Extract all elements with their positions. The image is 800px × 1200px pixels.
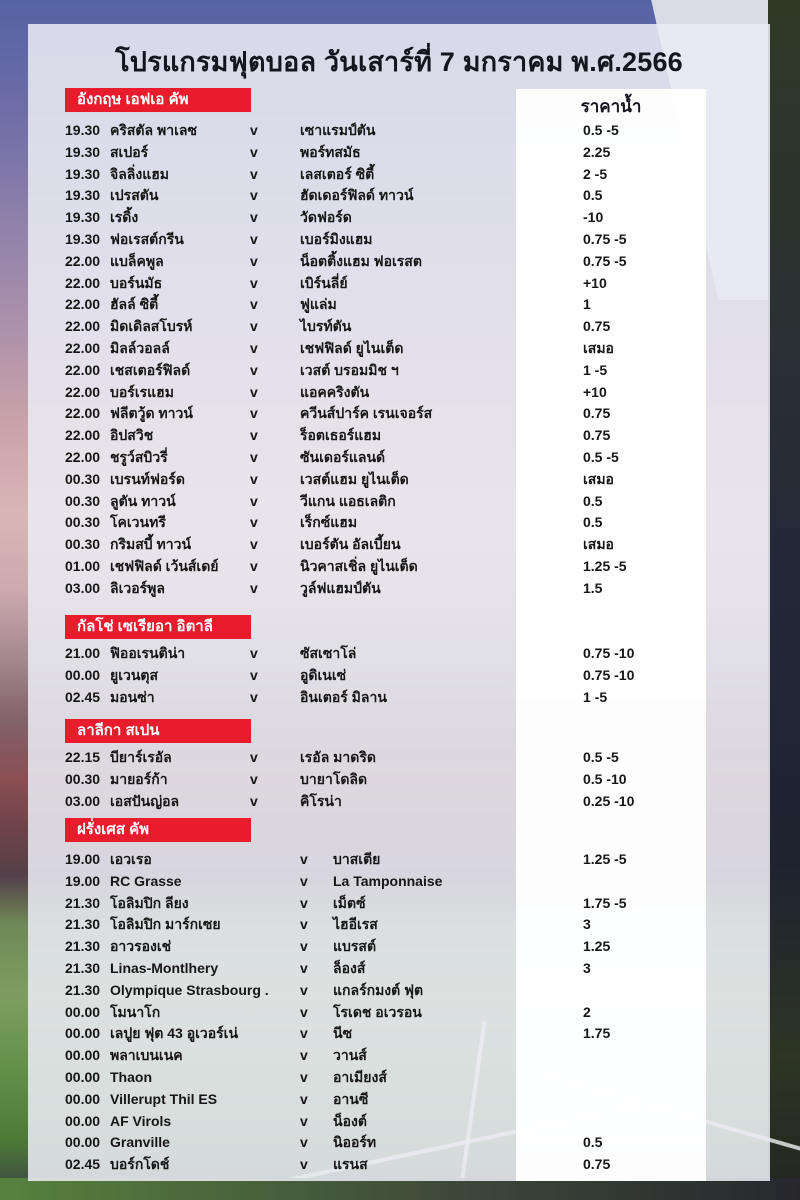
odds-value: 0.5 -10	[583, 770, 627, 787]
match-time: 21.30	[65, 960, 101, 976]
away-team: นิวคาสเชิ่ล ยูไนเต็ด	[300, 558, 418, 574]
odds-value: 1.75	[583, 1025, 611, 1042]
odds-value: 0.75 -5	[583, 252, 627, 269]
match-row	[0, 686, 800, 708]
away-team: เรอัล มาดริด	[300, 749, 376, 765]
match-row	[0, 490, 800, 512]
vs-label: v	[250, 361, 258, 378]
match-row	[0, 250, 800, 272]
away-team: ฟูแล่ม	[300, 296, 337, 313]
match-row	[0, 935, 800, 957]
vs-label: v	[300, 851, 308, 867]
match-row	[0, 664, 800, 686]
match-time: 19.30	[65, 122, 101, 138]
odds-value: 0.75	[583, 318, 611, 335]
home-team: แบล็คพูล	[110, 252, 164, 269]
match-row	[0, 1022, 800, 1044]
vs-label: v	[250, 514, 258, 531]
vs-label: v	[250, 122, 258, 138]
home-team: มิลล์วอลล์	[110, 340, 170, 356]
away-team: เลสเตอร์ ซิตี้	[300, 165, 375, 182]
home-team: กริมสบี้ ทาวน์	[110, 536, 192, 553]
away-team: ร็อตเธอร์แฮม	[300, 427, 382, 444]
home-team: ฟลีตวู้ด ทาวน์	[110, 405, 193, 422]
odds-value: 0.5	[583, 514, 603, 531]
match-row	[0, 768, 800, 790]
away-team: วีแกน แอธเลติก	[300, 492, 396, 509]
match-row	[0, 1110, 800, 1132]
match-time: 19.30	[65, 187, 101, 204]
match-row	[0, 402, 800, 424]
league-header: ลาลีกา สเปน	[65, 719, 251, 743]
home-team: โอลิมปิก มาร์กเซย	[110, 916, 221, 933]
away-team: La Tamponnaise	[333, 872, 443, 889]
page-title: โปรแกรมฟุตบอล วันเสาร์ที่ 7 มกราคม พ.ศ.2566	[115, 47, 683, 77]
odds-value: 1.25	[583, 938, 611, 955]
match-row	[0, 468, 800, 490]
match-row	[0, 1044, 800, 1066]
match-time: 19.30	[65, 165, 101, 182]
match-row	[0, 555, 800, 577]
vs-label: v	[250, 340, 258, 356]
match-row	[0, 892, 800, 914]
odds-value: 0.5	[583, 187, 603, 204]
odds-value: 0.75 -10	[583, 666, 635, 683]
vs-label: v	[250, 645, 258, 661]
vs-label: v	[250, 209, 258, 226]
match-row	[0, 228, 800, 250]
away-team: นิออร์ท	[333, 1134, 377, 1151]
away-team: เวสต์ บรอมมิช ฯ	[300, 361, 399, 378]
home-team: ลูตัน ทาวน์	[110, 492, 176, 509]
match-time: 00.00	[65, 1090, 101, 1107]
vs-label: v	[300, 960, 308, 976]
vs-label: v	[250, 470, 258, 487]
match-time: 22.00	[65, 427, 101, 444]
away-team: วานส์	[333, 1047, 367, 1064]
match-time: 00.00	[65, 1112, 101, 1129]
vs-label: v	[250, 187, 258, 204]
match-time: 22.00	[65, 340, 101, 356]
home-team: บอร์เรแฮม	[110, 383, 174, 400]
home-team: มายอร์ก้า	[110, 770, 168, 787]
odds-value: 0.5 -5	[583, 749, 619, 765]
match-row	[0, 577, 800, 599]
away-team: บาสเตีย	[333, 851, 381, 867]
away-team: ซัสเซาโล่	[300, 645, 357, 661]
odds-value: เสมอ	[583, 536, 614, 553]
crowd-band	[0, 1178, 800, 1200]
match-row	[0, 1001, 800, 1023]
match-row	[0, 424, 800, 446]
home-team: เรดิ้ง	[110, 209, 139, 226]
away-team: น็องต์	[333, 1112, 367, 1129]
odds-value: 0.5 -5	[583, 122, 619, 138]
vs-label: v	[250, 792, 258, 809]
away-team: ล็องส์	[333, 960, 366, 976]
match-row	[0, 533, 800, 555]
vs-label: v	[300, 1156, 308, 1173]
vs-label: v	[250, 449, 258, 465]
away-team: ไบรท์ตัน	[300, 318, 352, 335]
match-row	[0, 446, 800, 468]
match-row	[0, 1066, 800, 1088]
match-time: 02.45	[65, 1156, 101, 1173]
vs-label: v	[300, 1112, 308, 1129]
vs-label: v	[250, 231, 258, 247]
home-team: สเปอร์	[110, 143, 149, 160]
odds-value: 0.75 -5	[583, 231, 627, 247]
match-time: 22.00	[65, 296, 101, 313]
match-time: 21.30	[65, 916, 101, 933]
home-team: ฟอเรสต์กรีน	[110, 231, 184, 247]
odds-value: 1.25 -5	[583, 558, 627, 574]
match-time: 21.00	[65, 645, 101, 661]
match-time: 00.00	[65, 1069, 101, 1085]
away-team: เชฟฟิลด์ ยูไนเต็ด	[300, 340, 404, 356]
odds-value: 0.5	[583, 492, 603, 509]
odds-value: 3	[583, 916, 591, 933]
away-team: คิโรน่า	[300, 792, 342, 809]
odds-value: 0.75	[583, 1156, 611, 1173]
away-team: ควีนส์ปาร์ค เรนเจอร์ส	[300, 405, 433, 422]
match-row	[0, 957, 800, 979]
odds-value: +10	[583, 274, 607, 291]
away-team: น็อตติ้งแฮม ฟอเรสต	[300, 252, 422, 269]
vs-label: v	[250, 688, 258, 705]
odds-value: 1	[583, 296, 591, 313]
away-team: แกลร์กมงต์ ฟุต	[333, 981, 424, 998]
match-time: 00.00	[65, 1003, 101, 1020]
match-row	[0, 163, 800, 185]
home-team: มอนซ่า	[110, 688, 155, 705]
match-row	[0, 746, 800, 768]
match-row	[0, 315, 800, 337]
vs-label: v	[300, 1047, 308, 1064]
vs-label: v	[300, 1090, 308, 1107]
away-team: เบอร์ตัน อัลเบี้ยน	[300, 536, 401, 553]
home-team: เชฟฟิลด์ เว้นส์เดย์	[110, 558, 219, 574]
away-team: เร็กซ์แฮม	[300, 514, 358, 531]
odds-value: 0.25 -10	[583, 792, 635, 809]
home-team: Granville	[110, 1134, 170, 1151]
home-team: Thaon	[110, 1069, 152, 1085]
away-team: แบรสต์	[333, 938, 377, 955]
odds-value: 1.25 -5	[583, 851, 627, 867]
vs-label: v	[250, 770, 258, 787]
odds-value: +10	[583, 383, 607, 400]
away-team: วัดฟอร์ด	[300, 209, 352, 226]
away-team: เบอร์มิงแฮม	[300, 231, 373, 247]
vs-label: v	[300, 1025, 308, 1042]
home-team: คริสตัล พาเลซ	[110, 122, 197, 138]
odds-value: -10	[583, 209, 604, 226]
home-team: Olympique Strasbourg .	[110, 981, 269, 998]
odds-value: 0.75	[583, 405, 611, 422]
home-team: อิปสวิช	[110, 427, 154, 444]
match-time: 19.30	[65, 231, 101, 247]
match-time: 00.00	[65, 1025, 101, 1042]
away-team: เบิร์นลี่ย์	[300, 274, 348, 291]
home-team: โมนาโก	[110, 1003, 161, 1020]
odds-value: 0.5 -5	[583, 449, 619, 465]
match-row	[0, 1153, 800, 1175]
match-row	[0, 272, 800, 294]
vs-label: v	[250, 296, 258, 313]
match-time: 03.00	[65, 579, 101, 596]
vs-label: v	[250, 492, 258, 509]
match-time: 22.00	[65, 405, 101, 422]
vs-label: v	[300, 1134, 308, 1151]
match-row	[0, 381, 800, 403]
vs-label: v	[250, 536, 258, 553]
home-team: บอร์กโดช์	[110, 1156, 170, 1173]
match-time: 22.00	[65, 361, 101, 378]
home-team: เลปูย ฟุต 43 อูเวอร์เน่	[110, 1025, 239, 1042]
home-team: โอลิมปิก ลียง	[110, 894, 189, 911]
odds-value: 1.5	[583, 579, 603, 596]
away-team: โรเดช อเวรอน	[333, 1003, 422, 1020]
home-team: Linas-Montlhery	[110, 960, 219, 976]
league-header: อังกฤษ เอฟเอ คัพ	[65, 88, 251, 112]
match-time: 03.00	[65, 792, 101, 809]
match-time: 19.30	[65, 209, 101, 226]
home-team: Villerupt Thil ES	[110, 1090, 218, 1107]
odds-value: 2.25	[583, 143, 611, 160]
away-team: อูดิเนเซ่	[300, 666, 347, 683]
match-time: 00.30	[65, 470, 101, 487]
home-team: เชสเตอร์ฟิลด์	[110, 361, 191, 378]
vs-label: v	[250, 579, 258, 596]
match-time: 00.30	[65, 536, 101, 553]
home-team: จิลลิ่งแฮม	[110, 165, 169, 182]
league-header: กัลโช่ เซเรียอา อิตาลี	[65, 615, 251, 639]
vs-label: v	[250, 427, 258, 444]
vs-label: v	[250, 405, 258, 422]
away-team: แอคคริงตัน	[300, 383, 370, 400]
away-team: บายาโดลิด	[300, 770, 368, 787]
match-time: 00.30	[65, 770, 101, 787]
league-header: ฝรั่งเศส คัพ	[65, 818, 251, 842]
away-team: พอร์ทสมัธ	[300, 143, 361, 160]
vs-label: v	[250, 558, 258, 574]
odds-value: 1.75 -5	[583, 894, 627, 911]
away-team: เซาแรมป์ตัน	[300, 122, 376, 138]
match-time: 22.00	[65, 318, 101, 335]
match-row	[0, 206, 800, 228]
match-time: 21.30	[65, 894, 101, 911]
vs-label: v	[300, 894, 308, 911]
match-row	[0, 870, 800, 892]
match-row	[0, 1088, 800, 1110]
match-time: 22.00	[65, 383, 101, 400]
home-team: เปรสตัน	[110, 187, 159, 204]
odds-value: 0.5	[583, 1134, 603, 1151]
away-team: อาเมียงส์	[333, 1069, 387, 1085]
match-time: 00.00	[65, 1134, 101, 1151]
match-time: 01.00	[65, 558, 101, 574]
away-team: นีซ	[333, 1025, 353, 1042]
home-team: เอวเรอ	[110, 851, 152, 867]
home-team: เบรนท์ฟอร์ด	[110, 470, 185, 487]
match-row	[0, 1131, 800, 1153]
vs-label: v	[300, 872, 308, 889]
odds-value: 0.75 -10	[583, 645, 635, 661]
odds-column-header: ราคาน้ำ	[580, 97, 642, 116]
home-team: ลิเวอร์พูล	[110, 579, 165, 596]
home-team: ชรูว์สบิวรี่	[110, 449, 168, 465]
match-time: 19.30	[65, 143, 101, 160]
home-team: บียาร์เรอัล	[110, 749, 172, 765]
home-team: อาวรองเช่	[110, 938, 172, 955]
home-team: โคเวนทรี	[110, 514, 166, 531]
match-time: 19.00	[65, 851, 101, 867]
match-row	[0, 848, 800, 870]
vs-label: v	[300, 916, 308, 933]
vs-label: v	[250, 252, 258, 269]
match-row	[0, 790, 800, 812]
match-time: 02.45	[65, 688, 101, 705]
match-time: 00.30	[65, 492, 101, 509]
odds-value: 2	[583, 1003, 591, 1020]
vs-label: v	[250, 383, 258, 400]
odds-value: 1 -5	[583, 688, 608, 705]
odds-value: เสมอ	[583, 340, 614, 356]
match-row	[0, 141, 800, 163]
match-row	[0, 913, 800, 935]
odds-value: 2 -5	[583, 165, 608, 182]
match-time: 00.00	[65, 1047, 101, 1064]
match-time: 00.30	[65, 514, 101, 531]
match-row	[0, 293, 800, 315]
away-team: อานซี	[333, 1090, 369, 1107]
vs-label: v	[300, 981, 308, 998]
match-row	[0, 359, 800, 381]
match-time: 21.30	[65, 981, 101, 998]
vs-label: v	[250, 318, 258, 335]
vs-label: v	[250, 749, 258, 765]
match-time: 22.00	[65, 449, 101, 465]
odds-value: 0.75	[583, 427, 611, 444]
home-team: AF Virols	[110, 1112, 172, 1129]
away-team: ซันเดอร์แลนด์	[300, 449, 386, 465]
vs-label: v	[250, 274, 258, 291]
match-row	[0, 511, 800, 533]
away-team: เวสต์แฮม ยูไนเต็ด	[300, 470, 409, 487]
vs-label: v	[250, 143, 258, 160]
match-row	[0, 184, 800, 206]
vs-label: v	[300, 1069, 308, 1085]
odds-value: 3	[583, 960, 591, 976]
odds-value: 1 -5	[583, 361, 608, 378]
match-row	[0, 337, 800, 359]
match-time: 19.00	[65, 872, 101, 889]
away-team: ฮัดเดอร์ฟิลด์ ทาวน์	[300, 187, 414, 204]
vs-label: v	[250, 666, 258, 683]
match-row	[0, 642, 800, 664]
home-team: บอร์นมัธ	[110, 274, 163, 291]
match-time: 00.00	[65, 666, 101, 683]
away-team: เม็ตซ์	[333, 894, 366, 911]
away-team: อินเตอร์ มิลาน	[300, 688, 387, 705]
home-team: ฟิออเรนติน่า	[110, 645, 186, 661]
home-team: ยูเวนตุส	[110, 666, 159, 683]
home-team: มิดเดิลสโบรห์	[110, 318, 193, 335]
away-team: แรนส	[333, 1156, 368, 1173]
home-team: เอสปันญ่อล	[110, 792, 180, 809]
home-team: ฮัลล์ ซิตี้	[110, 296, 159, 313]
match-row	[0, 979, 800, 1001]
vs-label: v	[250, 165, 258, 182]
home-team: พลาเบนเนค	[110, 1047, 183, 1064]
match-time: 22.00	[65, 252, 101, 269]
odds-value: เสมอ	[583, 470, 614, 487]
match-time: 22.15	[65, 749, 101, 765]
vs-label: v	[300, 938, 308, 955]
home-team: RC Grasse	[110, 872, 182, 889]
away-team: ไฮอีเรส	[333, 916, 378, 933]
match-time: 21.30	[65, 938, 101, 955]
away-team: วูล์ฟแฮมป์ตัน	[300, 579, 381, 596]
match-time: 22.00	[65, 274, 101, 291]
vs-label: v	[300, 1003, 308, 1020]
match-row	[0, 119, 800, 141]
